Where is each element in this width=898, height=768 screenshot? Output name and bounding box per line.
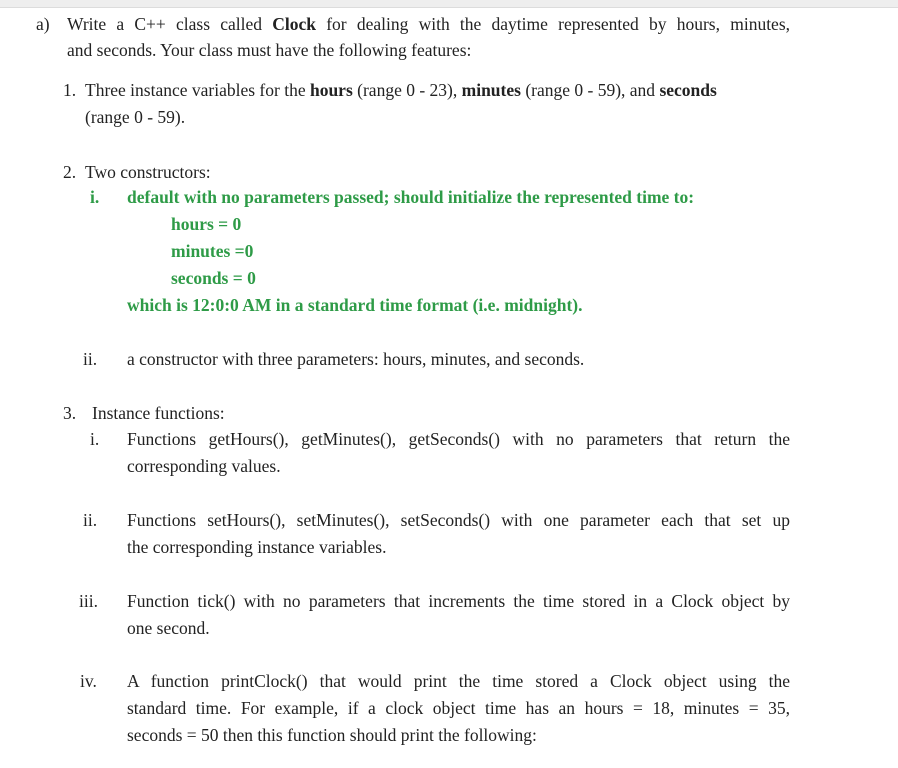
print-clock-line-1: A function printClock() that would print the time stored a Clock object using the (127, 671, 790, 691)
intro-line-2: and seconds. Your class must have the following features: (67, 40, 472, 60)
param-constructor-text: a constructor with three parameters: hours, minutes, and seconds. (127, 349, 585, 369)
item-3-ii-number: ii. (83, 510, 98, 530)
getters-line-2: corresponding values. (127, 456, 281, 476)
item-3-iv-number: iv. (80, 671, 97, 691)
print-clock-line-3: seconds = 50 then this function should print the following: (127, 725, 537, 745)
item-1-line-2: (range 0 - 59). (85, 107, 186, 127)
minutes-init: minutes =0 (171, 241, 254, 261)
item-3-number: 3. (63, 403, 77, 423)
print-clock-line-2: standard time. For example, if a clock object time has an hours = 18, minutes = 35, (127, 698, 790, 718)
hours-init: hours = 0 (171, 214, 242, 234)
tick-line-2: one second. (127, 618, 210, 638)
setters-line-1: Functions setHours(), setMinutes(), setSeconds() with one parameter each that set up (127, 510, 790, 530)
item-1-line-1: Three instance variables for the hours (range 0 - 23), minutes (range 0 - 59), and seconds (85, 80, 717, 100)
item-3-iii-number: iii. (79, 591, 98, 611)
item-2-number: 2. (63, 162, 77, 182)
default-constructor-text: default with no parameters passed; should initialize the represented time to: (127, 187, 695, 207)
setters-line-2: the corresponding instance variables. (127, 537, 387, 557)
item-3-title: Instance functions: (92, 403, 225, 423)
midnight-note: which is 12:0:0 AM in a standard time format (i.e. midnight). (127, 295, 583, 315)
seconds-init: seconds = 0 (171, 268, 256, 288)
page-top-border (0, 0, 898, 8)
item-2-i-number: i. (90, 187, 100, 207)
item-3-i-number: i. (90, 429, 100, 449)
getters-line-1: Functions getHours(), getMinutes(), getSeconds() with no parameters that return the (127, 429, 790, 449)
item-2-ii-number: ii. (83, 349, 98, 369)
item-1-number: 1. (63, 80, 77, 100)
intro-line-1: Write a C++ class called Clock for dealing with the daytime represented by hours, minutes, (67, 14, 791, 34)
tick-line-1: Function tick() with no parameters that increments the time stored in a Clock object by (127, 591, 790, 611)
item-2-title: Two constructors: (85, 162, 211, 182)
question-label: a) (36, 14, 50, 34)
